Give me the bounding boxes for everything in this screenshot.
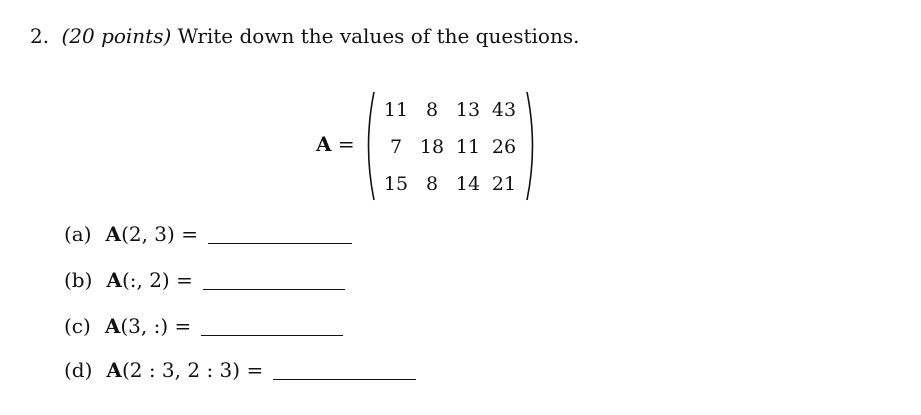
answer-blank[interactable] (208, 223, 352, 244)
part-label: (a) (64, 222, 92, 246)
answer-blank[interactable] (273, 359, 416, 380)
part-d (64, 358, 416, 382)
question-number: 2. (30, 24, 50, 48)
matrix-left-bracket (362, 90, 376, 202)
matrix-cell: 15 (383, 173, 409, 195)
part-label: (b) (64, 268, 93, 292)
part-args: (:, 2) (121, 268, 170, 292)
question-points: (20 points) (61, 24, 172, 48)
matrix-cell: 13 (455, 99, 481, 121)
part-label: (c) (64, 314, 91, 338)
part-expression (105, 314, 191, 338)
part-expression (106, 358, 263, 382)
question-text: Write down the values of the questions. (177, 24, 580, 48)
matrix-name: A (316, 132, 332, 156)
part-c (64, 314, 343, 338)
part-args: (3, :) (120, 314, 169, 338)
part-equals: = (246, 358, 264, 382)
matrix-cell: 8 (425, 173, 439, 195)
part-expression (106, 268, 192, 292)
part-b (64, 268, 345, 292)
part-matrix-name: A (106, 268, 122, 292)
matrix-label (316, 132, 355, 156)
part-label: (d) (64, 358, 93, 382)
matrix-cell: 7 (389, 136, 403, 158)
matrix-grid (378, 96, 522, 207)
part-equals: = (176, 268, 193, 292)
matrix-cell: 8 (425, 99, 439, 121)
part-matrix-name: A (104, 314, 121, 338)
matrix-cell: 18 (419, 136, 445, 158)
part-matrix-name: A (106, 358, 122, 382)
part-equals: = (174, 314, 192, 338)
matrix-cell: 26 (491, 136, 517, 158)
question-header (30, 24, 579, 48)
matrix-cell: 11 (383, 99, 409, 121)
matrix-cell: 43 (491, 99, 517, 121)
part-args: (2 : 3, 2 : 3) (121, 358, 241, 382)
answer-blank[interactable] (201, 315, 343, 336)
matrix-cell: 11 (455, 136, 481, 158)
matrix-cell: 21 (491, 173, 517, 195)
matrix-right-bracket (525, 90, 539, 202)
matrix-cell: 14 (455, 173, 481, 195)
answer-blank[interactable] (203, 269, 345, 290)
part-matrix-name: A (105, 222, 122, 246)
part-expression (106, 222, 198, 246)
part-equals: = (181, 222, 198, 246)
part-a (64, 222, 352, 246)
part-args: (2, 3) (121, 222, 175, 246)
matrix-equals: = (337, 132, 355, 156)
